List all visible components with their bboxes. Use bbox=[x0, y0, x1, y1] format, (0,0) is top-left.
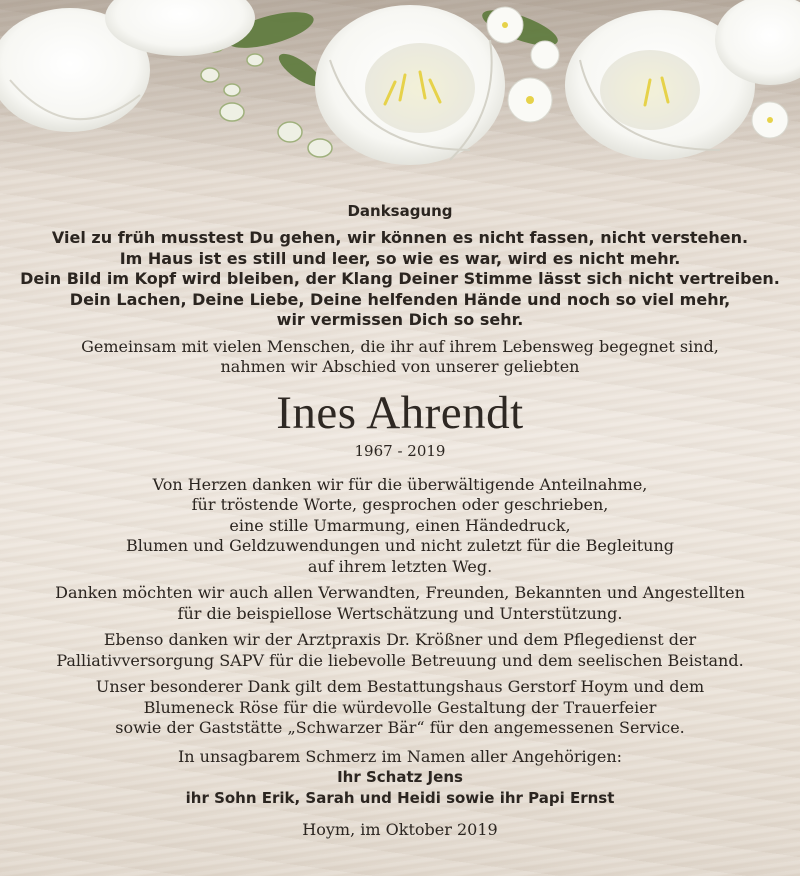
thanks-line: Danken möchten wir auch allen Verwandten, Freunden, Bekannten und Angestellten bbox=[55, 583, 745, 602]
poem bbox=[0, 228, 800, 331]
poem-line: Viel zu früh musstest Du gehen, wir können es nicht fassen, nicht verstehen. bbox=[51, 228, 749, 247]
place-date: Hoym, im Oktober 2019 bbox=[302, 820, 498, 839]
thanks-line: für tröstende Worte, gesprochen oder geschrieben, bbox=[191, 495, 609, 514]
obituary-text bbox=[0, 200, 800, 840]
poem-line: wir vermissen Dich so sehr. bbox=[276, 310, 524, 329]
thanks-line: für die beispiellose Wertschätzung und Unterstützung. bbox=[177, 603, 623, 623]
thanks-line: Palliativversorgung SAPV für die liebevolle Betreuung und dem seelischen Beistand. bbox=[56, 650, 744, 670]
thanks-line: Von Herzen danken wir für die überwältigende Anteilnahme, bbox=[152, 474, 648, 494]
signature-intro: In unsagbarem Schmerz im Namen aller Angehörigen: bbox=[177, 746, 623, 766]
thanks-line: Unser besonderer Dank gilt dem Bestattungshaus Gerstorf Hoym und dem bbox=[95, 677, 705, 696]
white-tulips-image bbox=[0, 0, 800, 180]
thanks-line: eine stille Umarmung, einen Händedruck, bbox=[229, 515, 571, 535]
thanks-paragraph-4 bbox=[0, 677, 800, 739]
thanks-line: sowie der Gaststätte „Schwarzer Bär“ für den angemessenen Service. bbox=[115, 718, 685, 737]
life-years: 1967 - 2019 bbox=[354, 441, 446, 460]
poem-line: Im Haus ist es still und leer, so wie es war, wird es nicht mehr. bbox=[119, 248, 681, 268]
thanks-line: Blumeneck Röse für die würdevolle Gestaltung der Trauerfeier bbox=[143, 697, 657, 717]
thanks-paragraph-1 bbox=[0, 475, 800, 578]
thanks-line: Blumen und Geldzuwendungen und nicht zuletzt für die Begleitung bbox=[125, 536, 675, 555]
signature-line: Ihr Schatz Jens bbox=[337, 768, 463, 786]
heading: Danksagung bbox=[347, 202, 453, 220]
poem-line: Dein Bild im Kopf wird bleiben, der Klang Deiner Stimme lässt sich nicht vertreiben. bbox=[20, 269, 780, 288]
thanks-paragraph-3 bbox=[0, 630, 800, 671]
intro-text bbox=[0, 337, 800, 377]
intro-line: Gemeinsam mit vielen Menschen, die ihr auf ihrem Lebensweg begegnet sind, bbox=[81, 336, 719, 356]
poem-line: Dein Lachen, Deine Liebe, Deine helfenden Hände und noch so viel mehr, bbox=[69, 289, 731, 309]
thanks-line: auf ihrem letzten Weg. bbox=[307, 556, 493, 576]
signature-line: ihr Sohn Erik, Sarah und Heidi sowie ihr Papi Ernst bbox=[185, 788, 615, 807]
intro-line: nahmen wir Abschied von unserer geliebten bbox=[220, 356, 580, 376]
thanks-paragraph-2 bbox=[0, 583, 800, 624]
thanks-line: Ebenso danken wir der Arztpraxis Dr. Krößner und dem Pflegedienst der bbox=[103, 630, 697, 649]
deceased-name: Ines Ahrendt bbox=[276, 386, 524, 439]
